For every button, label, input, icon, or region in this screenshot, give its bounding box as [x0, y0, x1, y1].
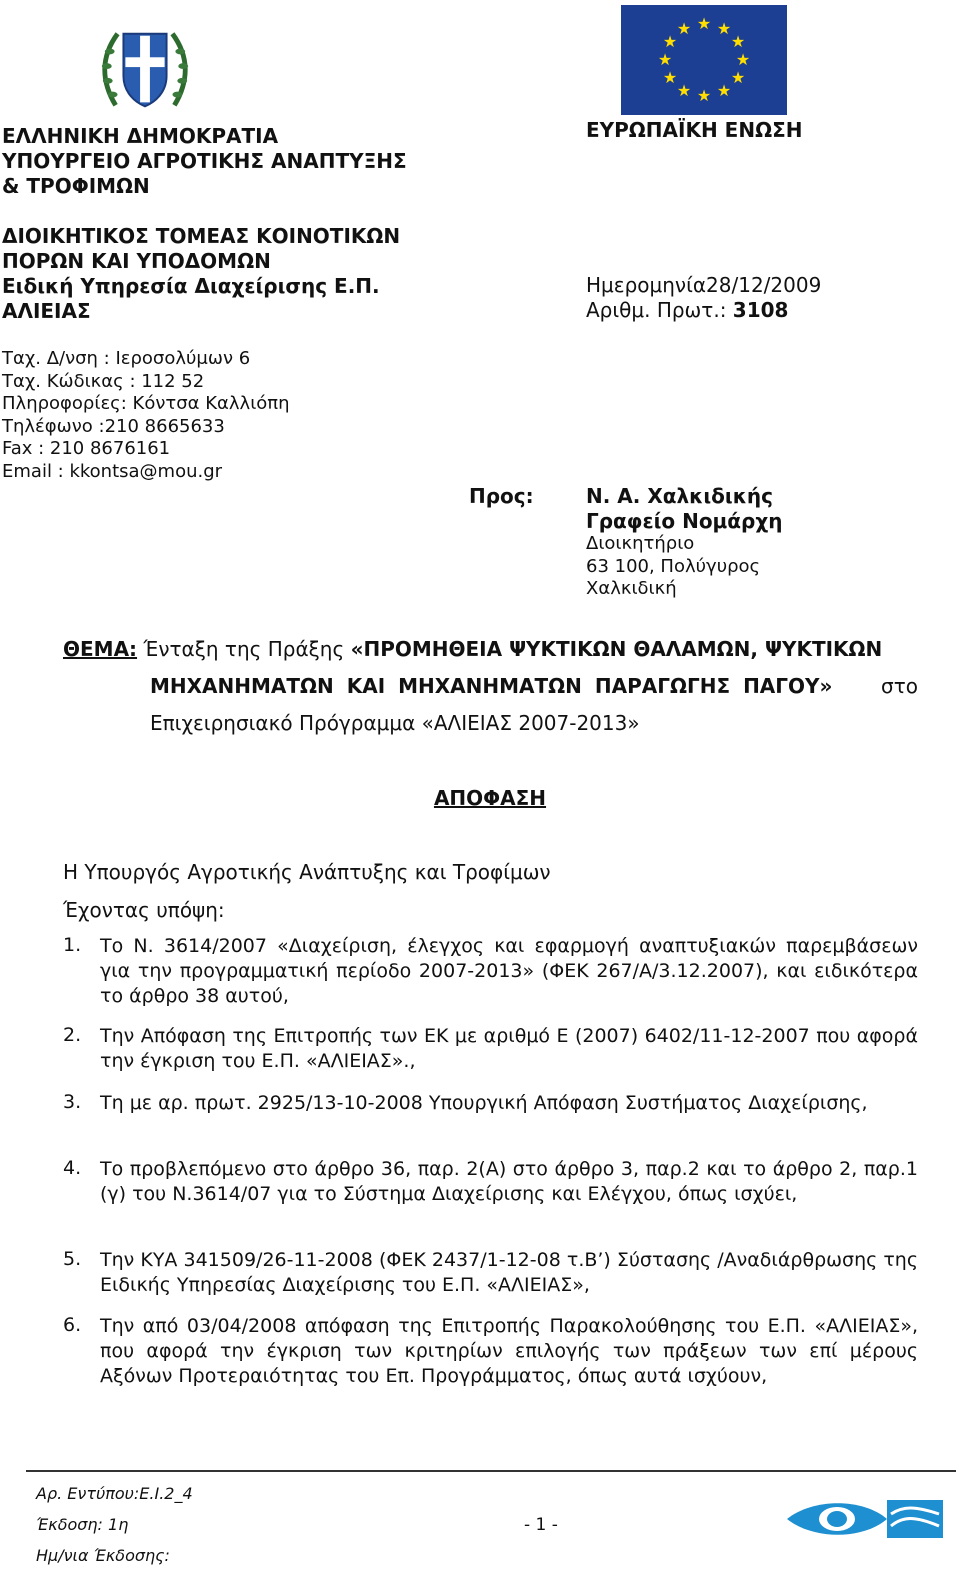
eye-logo-icon: [783, 1496, 945, 1542]
footer-edition-date: Ημ/νια Έκδοσης:: [36, 1546, 170, 1565]
department-line: Ειδική Υπηρεσία Διαχείρισης Ε.Π.: [2, 274, 380, 298]
list-item-number: 4.: [63, 1157, 82, 1179]
list-item-text: Την από 03/04/2008 απόφαση της Επιτροπής Παρακολούθησης του Ε.Π. «ΑΛΙΕΙΑΣ», που αφορά την έγκριση των κριτηρίων επιλογής των πράξεων των επί μέρους Αξόνων Προτεραιότητας του Επ. Προγράμματος, όπως αυτά ισχύουν,: [100, 1315, 918, 1387]
subject-plain: Ένταξη της Πράξης: [137, 637, 351, 661]
list-item-number: 1.: [63, 934, 82, 956]
svg-text:★: ★: [657, 50, 673, 69]
subject-line-3: Επιχειρησιακό Πρόγραμμα «ΑΛΙΕΙΑΣ 2007-2013»: [150, 711, 640, 735]
svg-text:★: ★: [676, 19, 692, 38]
contact-line: Τηλέφωνο :210 8665633: [2, 415, 225, 437]
address-line: 63 100, Πολύγυρος: [586, 555, 761, 577]
recipient-name: Ν. Α. Χαλκιδικής: [586, 484, 773, 508]
considering-line: Έχοντας υπόψη:: [63, 898, 225, 922]
contact-block: [2, 348, 290, 484]
greek-coat-of-arms-icon: [96, 22, 194, 120]
footer-divider: [26, 1470, 956, 1472]
footer-edition: Έκδοση: 1η: [36, 1515, 129, 1534]
issuer-block: [2, 124, 407, 199]
contact-line: Ταχ. Κώδικας : 112 52: [2, 370, 205, 392]
svg-text:★: ★: [716, 19, 732, 38]
subject-bold: «ΠΡΟΜΗΘΕΙΑ ΨΥΚΤΙΚΩΝ ΘΑΛΑΜΩΝ, ΨΥΚΤΙΚΩΝ: [350, 637, 883, 661]
contact-line: Fax : 210 8676161: [2, 438, 171, 460]
svg-text:★: ★: [676, 81, 692, 100]
protocol-label: Αριθμ. Πρωτ.:: [586, 298, 733, 322]
svg-text:★: ★: [730, 68, 746, 87]
protocol-number: 3108: [732, 298, 789, 322]
subject-line-1: [63, 637, 882, 661]
list-item-text: Το Ν. 3614/2007 «Διαχείριση, έλεγχος και εφαρμογή αναπτυξιακών παρεμβάσεων για την προγραμματική περίοδο 2007-2013» (ΦΕΚ 267/Α/3.12.2007), και ειδικότερα το άρθρο 38 αυτού,: [100, 935, 918, 1007]
department-line: ΔΙΟΙΚΗΤΙΚΟΣ ΤΟΜΕΑΣ ΚΟΙΝΟΤΙΚΩΝ: [2, 224, 401, 248]
eu-label: ΕΥΡΩΠΑΪΚΗ ΕΝΩΣΗ: [586, 118, 803, 142]
svg-text:★: ★: [662, 68, 678, 87]
list-item-text: Το προβλεπόμενο στο άρθρο 36, παρ. 2(Α) στο άρθρο 3, παρ.2 και το άρθρο 2, παρ.1 (γ) του Ν.3614/07 για το Σύστημα Διαχείρισης και Ελέγχου, όπως ισχύει,: [100, 1158, 918, 1205]
subject-label: ΘΕΜΑ:: [63, 637, 138, 661]
issuer-line: ΥΠΟΥΡΓΕΙΟ ΑΓΡΟΤΙΚΗΣ ΑΝΑΠΤΥΞΗΣ: [2, 149, 407, 173]
svg-text:★: ★: [696, 14, 712, 33]
address-line: Χαλκιδική: [586, 578, 677, 599]
recipient-office: Γραφείο Νομάρχη: [586, 509, 783, 533]
svg-text:★: ★: [696, 86, 712, 105]
minister-line: Η Υπουργός Αγροτικής Ανάπτυξης και Τροφίμων: [63, 860, 551, 884]
subject-line-2: [150, 674, 918, 698]
subject-plain: στο: [881, 674, 918, 698]
department-line: ΠΟΡΩΝ ΚΑΙ ΥΠΟΔΟΜΩΝ: [2, 249, 271, 273]
svg-text:★: ★: [735, 50, 751, 69]
svg-text:★: ★: [716, 81, 732, 100]
issuer-line: ΕΛΛΗΝΙΚΗ ΔΗΜΟΚΡΑΤΙΑ: [2, 124, 279, 148]
svg-text:★: ★: [662, 32, 678, 51]
subject-bold: ΜΗΧΑΝΗΜΑΤΩΝ ΚΑΙ ΜΗΧΑΝΗΜΑΤΩΝ ΠΑΡΑΓΩΓΗΣ ΠΑΓΟΥ»: [150, 674, 833, 698]
address-line: Διοικητήριο: [586, 533, 695, 554]
recipient-address: [586, 533, 760, 601]
svg-text:★: ★: [730, 32, 746, 51]
list-item-text: Τη με αρ. πρωτ. 2925/13-10-2008 Υπουργική Απόφαση Συστήματος Διαχείρισης,: [100, 1092, 868, 1114]
list-item-number: 3.: [63, 1091, 82, 1113]
footer-form-number: Αρ. Εντύπου:Ε.Ι.2_4: [36, 1484, 193, 1503]
to-label: Προς:: [469, 484, 534, 508]
page-number: - 1 -: [524, 1515, 558, 1535]
date-line: Ημερομηνία28/12/2009: [586, 273, 822, 297]
contact-line: Email : kkontsa@mou.gr: [2, 460, 223, 482]
issuer-line: & ΤΡΟΦΙΜΩΝ: [2, 174, 150, 198]
contact-line: Πληροφορίες: Κόντσα Καλλιόπη: [2, 393, 290, 415]
department-line: ΑΛΙΕΙΑΣ: [2, 299, 91, 323]
contact-line: Ταχ. Δ/νση : Ιεροσολύμων 6: [2, 348, 251, 369]
eu-flag-icon: [621, 5, 787, 115]
list-item-number: 5.: [63, 1248, 82, 1270]
list-item-number: 6.: [63, 1314, 82, 1336]
list-item-number: 2.: [63, 1024, 82, 1046]
department-block: [2, 224, 400, 324]
list-item-text: Την ΚΥΑ 341509/26-11-2008 (ΦΕΚ 2437/1-12-08 τ.Β’) Σύστασης /Αναδιάρθρωσης της Ειδικής Υπηρεσίας Διαχείρισης του Ε.Π. «ΑΛΙΕΙΑΣ»,: [100, 1249, 918, 1296]
decision-title: ΑΠΟΦΑΣΗ: [433, 786, 547, 810]
protocol-line: [586, 298, 788, 322]
list-item-text: Την Απόφαση της Επιτροπής των ΕΚ με αριθμό Ε (2007) 6402/11-12-2007 που αφορά την έγκριση του Ε.Π. «ΑΛΙΕΙΑΣ».,: [100, 1025, 918, 1072]
